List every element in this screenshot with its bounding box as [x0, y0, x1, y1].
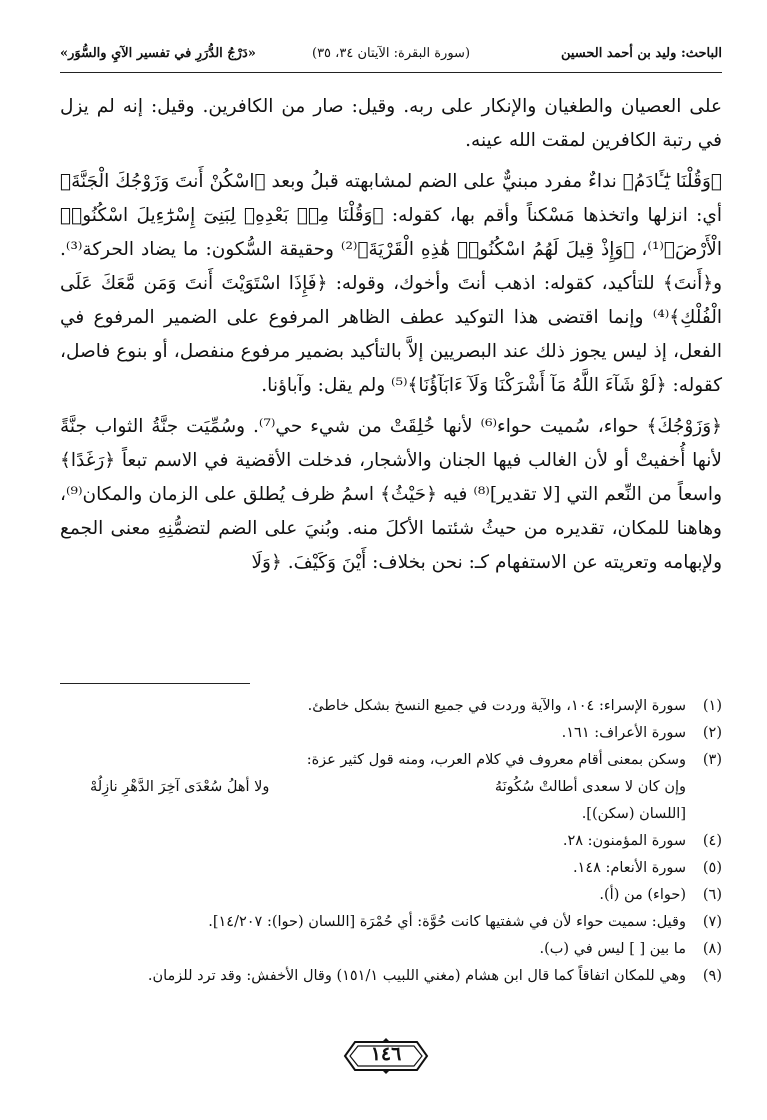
paragraph: ﴿وَقُلْنَا يَٰٓـَٔادَمُ﴾ نداءٌ مفرد مبنيٌّ على الضم لمشابهته قبلُ وبعد ﴿اسْكُنْ أَنتَ وَزَوْجُكَ الْجَنَّةَ﴾ أي: انزلها واتخذها مَسْكناً وأقم بها، كقوله: ﴿وَقُلْنَا مِنۢ بَعْدِهِۦ لِبَنِىٓ إِسْرَٰٓءِيلَ اسْكُنُوا۟ الْأَرْضَ﴾⁽¹⁾، ﴿وَإِذْ قِيلَ لَهُمُ اسْكُنُوا۟ هَٰذِهِ الْقَرْيَةَ﴾⁽²⁾ وحقيقة السُّكون: ما يضاد الحركة⁽³⁾. و﴿أَنتَ﴾ للتأكيد، كقوله: اذهب أنتَ وأخوك، وقوله: ﴿فَإِذَا اسْتَوَيْتَ أَنتَ وَمَن مَّعَكَ عَلَى الْفُلْكِ﴾⁽⁴⁾ وإنما اقتضى هذا التوكيد عطف الظاهر المرفوع على الضمير المرفوع في الفعل، إذ ليس يجوز ذلك عند البصريين إلاَّ بالتأكيد بضمير مرفوع منفصل، أو بنوع فاصل، كقوله: ﴿لَوْ شَآءَ اللَّهُ مَآ أَشْرَكْنَا وَلَآ ءَابَآؤُنَا﴾⁽⁵⁾ ولم يقل: وآباؤنا. [60, 171, 722, 396]
header-surah-reference: (سورة البقرة: الآيتان ٣٤، ٣٥) [311, 46, 471, 61]
verse-first-hemistich: وإن كان لا سعدى أطالتْ سُكُونَهُ [494, 779, 686, 795]
footnote-text: (حواء) من (أ). [599, 887, 686, 903]
footnote [60, 720, 722, 747]
footnote-continuation [60, 801, 722, 828]
poetry-verse [60, 774, 722, 801]
footnotes [60, 693, 722, 990]
footnote-text: سورة الإسراء: ١٠٤، والآية وردت في جميع النسخ بشكل خاطئ. [307, 698, 686, 714]
footnote-separator [60, 683, 250, 684]
footnote-text: ما بين [ ] ليس في (ب). [539, 941, 686, 957]
footnote [60, 963, 722, 990]
footnote [60, 882, 722, 909]
page-header [60, 36, 722, 73]
verse-second-hemistich: ولا أهلُ سُعْدَى آخِرَ الدَّهْرِ نازِلُهْ [90, 779, 270, 795]
footnote-number: (٣) [702, 752, 722, 768]
page-number: ١٤٦ [370, 1043, 402, 1065]
footnote-text: سورة المؤمنون: ٢٨. [562, 833, 686, 849]
footnote [60, 828, 722, 855]
footnote [60, 855, 722, 882]
footnote-number: (٧) [702, 914, 722, 930]
footnote-number: (٩) [702, 968, 722, 984]
footnote-text: وسكن بمعنى أقام معروف في كلام العرب، ومنه قول كثير عزة: [306, 752, 686, 768]
paragraph: ﴿وَزَوْجُكَ﴾ حواء، سُميت حواء⁽⁶⁾ لأنها خُلِقَتْ من شيء حي⁽⁷⁾. وسُمِّيَت جنَّةُ الثواب جنَّةً لأنها أُخفيتْ أو لأن الغالب فيها الجنان والأشجار، فدخلت الأقضية في الاسم تبعاً ﴿رَغَدًا﴾ واسعاً من النِّعم التي [لا تقدير]⁽⁸⁾ فيه ﴿حَيْثُ﴾ اسمُ ظرف يُطلق على الزمان والمكان⁽⁹⁾، وهاهنا للمكان، تقديره من حيثُ شئتما الأكلَ منه. وبُنيَ على الضم لتضمُّنِهِ معنى الجمع ولإبهامه وتعريته عن الاستفهام كـ: نحن بخلاف: أَيْنَ وَكَيْفَ. ﴿وَلَا [60, 416, 722, 573]
footnote-text: سورة الأنعام: ١٤٨. [572, 860, 686, 876]
footnote-number: (٤) [702, 833, 722, 849]
footnote-number: (٦) [702, 887, 722, 903]
page-number-badge [341, 1036, 431, 1076]
main-text [60, 90, 722, 580]
header-author: الباحث: وليد بن أحمد الحسين [560, 46, 722, 61]
header-book-title: «دَرْجُ الدُّرَرِ في تفسير الآيِ والسُّوَر» [60, 46, 256, 61]
footnote-text: وهي للمكان اتفاقاً كما قال ابن هشام (مغني اللبيب ١٥١/١) وقال الأخفش: وقد ترد للزمان. [147, 968, 686, 984]
footnote-number: (٨) [702, 941, 722, 957]
footnote-text: سورة الأعراف: ١٦١. [561, 725, 686, 741]
footnote-source: [اللسان (سكن)]. [581, 806, 686, 822]
footnote [60, 747, 722, 774]
footnote-number: (٥) [702, 860, 722, 876]
footnote-number: (١) [702, 698, 722, 714]
footnote-text: وقيل: سميت حواء لأن في شفتيها كانت حُوَّة: أي حُمْرَة [اللسان (حوا): ١٤/٢٠٧]. [208, 914, 686, 930]
footnote [60, 936, 722, 963]
footnote-number: (٢) [702, 725, 722, 741]
footnote [60, 693, 722, 720]
footnote [60, 909, 722, 936]
paragraph: على العصيان والطغيان والإنكار على ربه. وقيل: صار من الكافرين. وقيل: إنه لم يزل في رتبة الكافرين لمقت الله عينه. [60, 96, 722, 151]
